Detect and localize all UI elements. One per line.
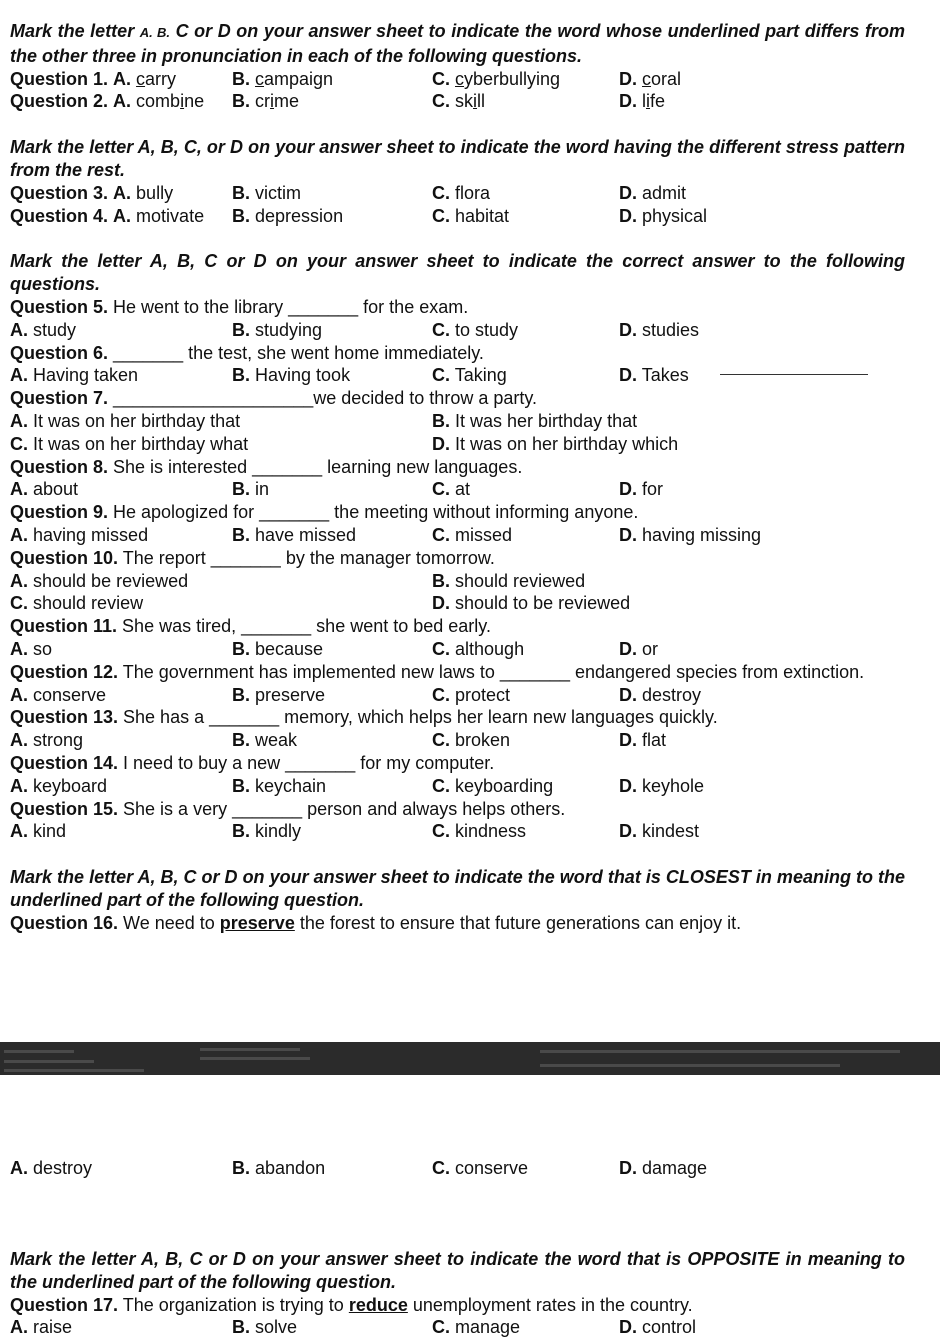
underlined-keyword: reduce bbox=[348, 1294, 408, 1315]
instruction-small-letters: A. B. bbox=[139, 25, 170, 40]
question-1 bbox=[10, 68, 905, 91]
question-15-options bbox=[10, 820, 905, 843]
option-text: me bbox=[274, 91, 300, 112]
question-label: Question 17. bbox=[10, 1294, 119, 1315]
option-text: destroy bbox=[33, 1158, 93, 1178]
option-text: in bbox=[255, 479, 270, 500]
option-text: kind bbox=[33, 821, 67, 842]
option-text: It was on her birthday which bbox=[450, 433, 679, 454]
option-text: keychain bbox=[255, 775, 327, 796]
option-letter: C. bbox=[10, 433, 28, 454]
underlined-letter: c bbox=[255, 68, 265, 89]
option-letter: B. bbox=[232, 730, 250, 751]
question-label: Question 10. bbox=[10, 547, 119, 568]
option-text: solve bbox=[255, 1317, 298, 1338]
option-letter: A. bbox=[10, 524, 28, 545]
question-label: Question 6. bbox=[10, 342, 109, 363]
option-letter: A. bbox=[10, 821, 28, 842]
section5-instruction: Mark the letter A, B, C or D on your answer sheet to indicate the word that is OPPOSITE in meaning to the underlined part of the following question. bbox=[10, 1249, 905, 1292]
underlined-letter: i bbox=[473, 91, 478, 112]
question-16-options bbox=[10, 1157, 905, 1180]
option-letter: C. bbox=[432, 684, 450, 705]
question-12-options bbox=[10, 684, 905, 707]
underlined-letter: i bbox=[646, 91, 651, 112]
question-5-stem bbox=[10, 296, 905, 319]
underlined-letter: i bbox=[180, 91, 185, 112]
scanned-dark-band bbox=[0, 1042, 940, 1075]
option-letter: B. bbox=[232, 821, 250, 842]
blank-answer-line bbox=[720, 374, 868, 375]
option-letter: B. bbox=[432, 410, 450, 431]
question-10-stem bbox=[10, 547, 905, 570]
option-text: raise bbox=[33, 1317, 73, 1338]
option-letter: D. bbox=[619, 205, 637, 226]
question-label: Question 13. bbox=[10, 707, 119, 728]
question-8-options bbox=[10, 478, 905, 501]
option-text: about bbox=[33, 479, 79, 500]
option-text: should be reviewed bbox=[33, 570, 189, 591]
option-letter: D. bbox=[432, 593, 450, 614]
option-letter: B. bbox=[232, 775, 250, 796]
option-text: sk bbox=[455, 91, 474, 112]
question-9-stem bbox=[10, 501, 905, 524]
question-11-options bbox=[10, 638, 905, 661]
question-label: Question 8. bbox=[10, 456, 109, 477]
option-letter: A. bbox=[10, 684, 28, 705]
option-letter: A. bbox=[113, 91, 132, 112]
option-text: kindest bbox=[642, 821, 700, 842]
option-text: kindly bbox=[255, 821, 302, 842]
option-text: depression bbox=[255, 205, 344, 226]
underlined-letter: c bbox=[136, 68, 146, 89]
section4-instruction: Mark the letter A, B, C or D on your answer sheet to indicate the word that is CLOSEST in meaning to the underlined part of the following question. bbox=[10, 867, 905, 910]
section1-instruction bbox=[10, 20, 905, 68]
option-text: control bbox=[642, 1317, 697, 1338]
option-letter: D. bbox=[432, 433, 450, 454]
question-text: She has a _______ memory, which helps her learn new languages quickly. bbox=[118, 707, 718, 728]
option-text: keyboard bbox=[33, 775, 108, 796]
question-2 bbox=[10, 90, 905, 113]
option-letter: B. bbox=[232, 91, 250, 112]
section2-instruction: Mark the letter A, B, C, or D on your answer sheet to indicate the word having the different stress pattern from the rest. bbox=[10, 137, 905, 180]
option-text: or bbox=[642, 638, 659, 659]
option-text: studies bbox=[642, 319, 700, 340]
instruction-text: Mark the letter bbox=[10, 21, 140, 41]
option-text: It was on her birthday what bbox=[33, 433, 249, 454]
option-letter: C. bbox=[432, 730, 450, 751]
instruction-text: C or D on your answer sheet to indicate the word whose underlined part differs from the other three in pronunciation in each of the following questions. bbox=[10, 21, 905, 66]
underlined-letter: c bbox=[642, 68, 652, 89]
option-letter: A. bbox=[10, 638, 28, 659]
option-letter: C. bbox=[432, 205, 450, 226]
question-6-options bbox=[10, 364, 905, 387]
question-text: unemployment rates in the country. bbox=[407, 1294, 693, 1315]
option-letter: C. bbox=[432, 479, 450, 500]
option-text: motivate bbox=[136, 205, 205, 226]
question-text: The government has implemented new laws to _______ endangered species from extinction. bbox=[118, 661, 865, 682]
option-letter: B. bbox=[232, 1158, 250, 1178]
option-text: weak bbox=[255, 730, 298, 751]
option-letter: D. bbox=[619, 479, 637, 500]
option-letter: D. bbox=[619, 775, 637, 796]
option-letter: A. bbox=[10, 730, 28, 751]
question-15-stem bbox=[10, 798, 905, 821]
option-letter: B. bbox=[232, 182, 250, 203]
option-letter: D. bbox=[619, 182, 637, 203]
option-text: fe bbox=[650, 91, 666, 112]
option-text: Takes bbox=[641, 365, 689, 386]
option-letter: C. bbox=[432, 365, 450, 386]
option-text: physical bbox=[642, 205, 708, 226]
question-label: Question 15. bbox=[10, 798, 119, 819]
worksheet-lower bbox=[10, 1157, 905, 1180]
question-label: Question 4. bbox=[10, 205, 109, 226]
question-3 bbox=[10, 182, 905, 205]
question-10-options-ab bbox=[10, 570, 905, 593]
option-letter: C. bbox=[10, 593, 28, 614]
question-text: the forest to ensure that future generations can enjoy it. bbox=[294, 912, 742, 933]
option-text: destroy bbox=[642, 684, 702, 705]
option-letter: B. bbox=[232, 638, 250, 659]
option-text: strong bbox=[33, 730, 84, 751]
question-text: ____________________we decided to throw a party. bbox=[108, 388, 538, 409]
option-text: damage bbox=[642, 1158, 708, 1178]
option-text: having missing bbox=[642, 524, 762, 545]
option-letter: D. bbox=[619, 524, 637, 545]
option-letter: A. bbox=[113, 205, 132, 226]
option-letter: B. bbox=[232, 524, 250, 545]
option-letter: D. bbox=[619, 319, 637, 340]
option-letter: C. bbox=[432, 68, 450, 89]
option-letter: A. bbox=[10, 479, 28, 500]
question-16-stem bbox=[10, 912, 905, 935]
underlined-keyword: preserve bbox=[219, 912, 295, 933]
option-text: abandon bbox=[255, 1158, 326, 1178]
question-text: We need to bbox=[118, 912, 220, 933]
question-14-stem bbox=[10, 752, 905, 775]
section3-instruction: Mark the letter A, B, C or D on your answer sheet to indicate the correct answer to the following questions. bbox=[10, 251, 905, 295]
question-11-stem bbox=[10, 615, 905, 638]
option-text: protect bbox=[455, 684, 511, 705]
option-letter: C. bbox=[432, 1317, 450, 1338]
option-letter: C. bbox=[432, 1158, 450, 1178]
option-text: yberbullying bbox=[464, 68, 561, 89]
worksheet-section5 bbox=[10, 1248, 905, 1339]
question-14-options bbox=[10, 775, 905, 798]
question-text: The organization is trying to bbox=[118, 1294, 349, 1315]
option-text: so bbox=[33, 638, 53, 659]
option-letter: A. bbox=[10, 410, 28, 431]
question-13-stem bbox=[10, 706, 905, 729]
option-text: keyboarding bbox=[455, 775, 554, 796]
question-13-options bbox=[10, 729, 905, 752]
question-label: Question 1. bbox=[10, 68, 109, 89]
option-text: It was her birthday that bbox=[455, 410, 638, 431]
option-letter: D. bbox=[619, 730, 637, 751]
option-text: It was on her birthday that bbox=[33, 410, 241, 431]
option-text: studying bbox=[255, 319, 323, 340]
option-text: ampaign bbox=[264, 68, 334, 89]
question-17-options bbox=[10, 1316, 905, 1339]
question-text: The report _______ by the manager tomorrow. bbox=[118, 547, 495, 568]
option-letter: C. bbox=[432, 91, 450, 112]
option-text: kindness bbox=[455, 821, 527, 842]
question-12-stem bbox=[10, 661, 905, 684]
option-letter: A. bbox=[10, 319, 28, 340]
option-text: conserve bbox=[33, 684, 107, 705]
option-text: although bbox=[455, 638, 525, 659]
option-letter: B. bbox=[232, 365, 250, 386]
option-text: victim bbox=[255, 182, 302, 203]
question-label: Question 5. bbox=[10, 296, 109, 317]
option-letter: A. bbox=[10, 365, 28, 386]
question-9-options bbox=[10, 524, 905, 547]
option-text: Having taken bbox=[28, 365, 139, 386]
option-text: because bbox=[255, 638, 324, 659]
option-letter: B. bbox=[232, 68, 250, 89]
question-7-options-ab bbox=[10, 410, 905, 433]
option-text: at bbox=[455, 479, 471, 500]
option-text: missed bbox=[455, 524, 513, 545]
option-letter: A. bbox=[10, 1317, 28, 1338]
option-letter: D. bbox=[619, 684, 637, 705]
option-letter: A. bbox=[113, 68, 132, 89]
option-letter: C. bbox=[432, 319, 450, 340]
option-text: keyhole bbox=[642, 775, 705, 796]
option-text: manage bbox=[455, 1317, 521, 1338]
option-letter: B. bbox=[232, 479, 250, 500]
option-letter: D. bbox=[619, 1158, 637, 1178]
option-letter: A. bbox=[10, 1158, 28, 1178]
option-letter: D. bbox=[619, 365, 637, 386]
option-text: broken bbox=[455, 730, 511, 751]
question-7-stem bbox=[10, 387, 905, 410]
option-letter: A. bbox=[10, 570, 28, 591]
option-letter: B. bbox=[232, 1317, 250, 1338]
worksheet bbox=[10, 20, 905, 934]
option-text: flat bbox=[642, 730, 667, 751]
option-letter: B. bbox=[232, 319, 250, 340]
question-label: Question 2. bbox=[10, 91, 109, 112]
option-letter: B. bbox=[232, 684, 250, 705]
option-text: study bbox=[28, 319, 77, 340]
option-text: Having took bbox=[255, 365, 351, 386]
question-text: I need to buy a new _______ for my computer. bbox=[118, 752, 495, 773]
option-text: flora bbox=[455, 182, 491, 203]
option-text: for bbox=[642, 479, 664, 500]
question-text: He apologized for _______ the meeting without informing anyone. bbox=[108, 502, 639, 523]
option-text: to study bbox=[455, 319, 519, 340]
option-text: should reviewed bbox=[455, 570, 586, 591]
option-text: admit bbox=[642, 182, 687, 203]
question-label: Question 12. bbox=[10, 661, 119, 682]
option-letter: C. bbox=[432, 524, 450, 545]
option-letter: D. bbox=[619, 638, 637, 659]
underlined-letter: c bbox=[455, 68, 465, 89]
option-text: should review bbox=[33, 593, 144, 614]
option-letter: B. bbox=[232, 205, 250, 226]
option-text: comb bbox=[136, 91, 181, 112]
option-text: having missed bbox=[33, 524, 149, 545]
question-5-options bbox=[10, 319, 905, 342]
option-letter: D. bbox=[619, 91, 637, 112]
option-text: ll bbox=[477, 91, 486, 112]
option-text: ne bbox=[184, 91, 205, 112]
question-label: Question 16. bbox=[10, 912, 119, 933]
question-label: Question 14. bbox=[10, 752, 119, 773]
question-text: He went to the library _______ for the exam. bbox=[108, 296, 469, 317]
option-letter: C. bbox=[432, 638, 450, 659]
option-text: Taking bbox=[454, 365, 507, 386]
question-4 bbox=[10, 205, 905, 228]
option-letter: C. bbox=[432, 182, 450, 203]
option-letter: D. bbox=[619, 1317, 637, 1338]
question-label: Question 9. bbox=[10, 502, 109, 523]
question-text: _______ the test, she went home immediately. bbox=[108, 342, 484, 363]
option-letter: D. bbox=[619, 821, 637, 842]
question-6-stem bbox=[10, 342, 905, 365]
option-letter: C. bbox=[432, 821, 450, 842]
option-text: bully bbox=[136, 182, 174, 203]
option-text: should to be reviewed bbox=[455, 593, 631, 614]
question-10-options-cd bbox=[10, 592, 905, 615]
option-text: oral bbox=[651, 68, 682, 89]
question-text: She was tired, _______ she went to bed early. bbox=[117, 616, 491, 637]
option-letter: A. bbox=[10, 775, 28, 796]
question-text: She is interested _______ learning new languages. bbox=[108, 456, 523, 477]
question-7-options-cd bbox=[10, 433, 905, 456]
option-text: preserve bbox=[255, 684, 326, 705]
question-text: She is a very _______ person and always helps others. bbox=[118, 798, 566, 819]
question-8-stem bbox=[10, 456, 905, 479]
option-letter: C. bbox=[432, 775, 450, 796]
option-text: conserve bbox=[455, 1158, 529, 1178]
question-17-stem bbox=[10, 1294, 905, 1317]
option-text: l bbox=[642, 91, 647, 112]
question-label: Question 3. bbox=[10, 182, 109, 203]
option-text: have missed bbox=[255, 524, 357, 545]
underlined-letter: i bbox=[270, 91, 275, 112]
option-text: cr bbox=[255, 91, 271, 112]
option-letter: A. bbox=[113, 182, 132, 203]
option-letter: B. bbox=[432, 570, 450, 591]
option-text: arry bbox=[145, 68, 177, 89]
option-text: habitat bbox=[455, 205, 510, 226]
question-label: Question 7. bbox=[10, 388, 109, 409]
option-letter: D. bbox=[619, 68, 637, 89]
question-label: Question 11. bbox=[10, 616, 118, 637]
